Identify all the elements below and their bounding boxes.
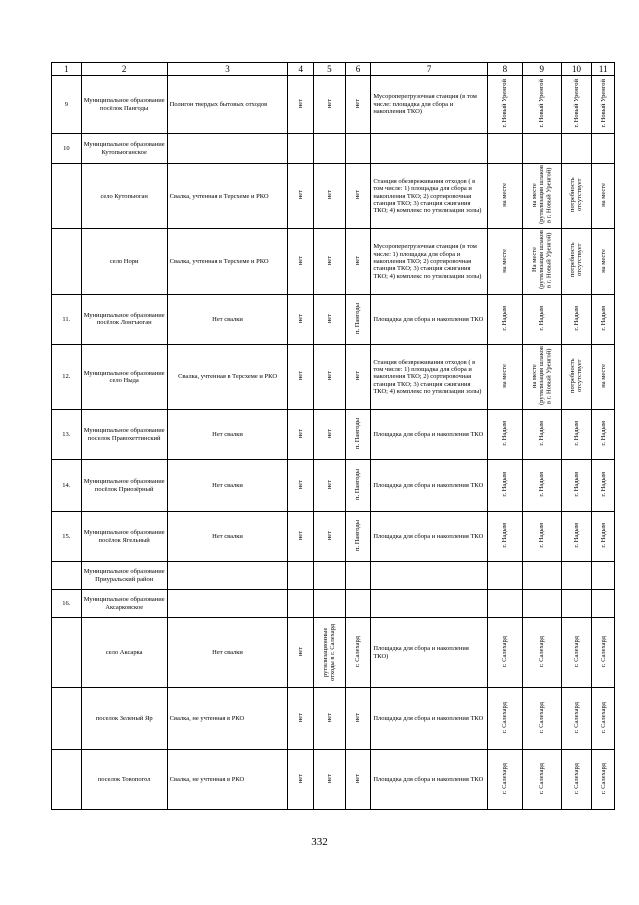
table-cell: поселок Товопогол: [81, 750, 167, 810]
table-cell: [288, 229, 314, 294]
table-cell: [371, 562, 488, 590]
rotated-cell-text: потребность отсутствует: [569, 243, 584, 278]
table-cell: Муниципальное образование посёлок Приозёрный: [81, 460, 167, 512]
rotated-cell-text: нет: [297, 98, 305, 108]
table-cell: [288, 344, 314, 409]
table-row: [52, 688, 615, 750]
table-cell: Свалка, учтенная в Терсхеме и РКО: [167, 344, 288, 409]
rotated-cell-text: г. Салехард: [501, 763, 509, 795]
rotated-cell-text: п. Пангоды: [354, 302, 362, 334]
table-cell: [345, 618, 371, 688]
table-cell: [314, 750, 346, 810]
rotated-cell-text: нет: [354, 371, 362, 381]
table-cell: [592, 294, 615, 344]
rotated-cell-text: нет: [325, 429, 333, 439]
rotated-cell-text: г. Новый Уренгой: [538, 78, 546, 128]
table-cell: [488, 562, 523, 590]
table-cell: Мусороперегрузочная станция (в том числе: площадка для сбора и накопления ТКО): [371, 76, 488, 134]
table-cell: [592, 688, 615, 750]
rotated-cell-text: г. Салехард: [599, 763, 607, 795]
table-cell: [561, 344, 592, 409]
rotated-cell-text: г. Салехард: [538, 702, 546, 734]
table-cell: [288, 134, 314, 164]
rotated-cell-text: г. Надым: [501, 472, 509, 497]
rotated-cell-text: нет: [325, 98, 333, 108]
table-cell: [522, 76, 561, 134]
table-cell: [522, 688, 561, 750]
table-cell: [592, 512, 615, 562]
rotated-cell-text: рутилизационные отходы в г. Салехард: [322, 623, 337, 681]
table-cell: [345, 460, 371, 512]
rotated-cell-text: на месте: [501, 248, 509, 273]
table-cell: Свалка, учтенная в Терсхеме и РКО: [167, 164, 288, 229]
table-cell: Свалка, учтенная в Терсхеме и РКО: [167, 229, 288, 294]
rotated-cell-text: г. Надым: [599, 523, 607, 548]
table-cell: [52, 164, 82, 229]
table-cell: [345, 562, 371, 590]
rotated-cell-text: нет: [297, 774, 305, 784]
table-cell: [561, 410, 592, 460]
rotated-cell-text: нет: [297, 313, 305, 323]
table-cell: 12.: [52, 344, 82, 409]
table-cell: [314, 229, 346, 294]
table-cell: [522, 562, 561, 590]
rotated-cell-text: г. Надым: [599, 472, 607, 497]
table-cell: [592, 410, 615, 460]
rotated-cell-text: г. Надым: [599, 305, 607, 331]
table-cell: [288, 410, 314, 460]
rotated-cell-text: г. Салехард: [538, 636, 546, 668]
table-cell: [592, 229, 615, 294]
table-row: [52, 294, 615, 344]
table-cell: [522, 294, 561, 344]
table-cell: Нет свалки: [167, 512, 288, 562]
rotated-cell-text: г. Салехард: [572, 636, 580, 668]
table-cell: Нет свалки: [167, 618, 288, 688]
table-cell: [592, 164, 615, 229]
table-cell: Нет свалки: [167, 294, 288, 344]
rotated-cell-text: потребность отсутствует: [569, 177, 584, 213]
table-cell: 15.: [52, 512, 82, 562]
table-cell: [345, 688, 371, 750]
rotated-cell-text: на месте: [599, 364, 607, 388]
table-cell: [345, 512, 371, 562]
rotated-cell-text: нет: [325, 371, 333, 381]
table-row: [52, 618, 615, 688]
rotated-cell-text: нет: [325, 190, 333, 200]
table-cell: Свалка, не учтенная в РКО: [167, 688, 288, 750]
table-cell: Станция обезвреживания отходов ( в том числе: 1) площадка для сбора и накопления ТКО; 2) сортировочная станция ТКО; 3) станция сжигания ТКО; 4) комплекс по утилизации золы): [371, 164, 488, 229]
rotated-cell-text: потребность отсутствует: [569, 358, 584, 394]
table-cell: [561, 590, 592, 618]
rotated-cell-text: нет: [354, 98, 362, 108]
table-cell: [522, 750, 561, 810]
table-cell: [522, 134, 561, 164]
rotated-cell-text: на месте (рутилизация шлаков в г. Новый Уренгой): [531, 346, 553, 406]
table-cell: Площадка для сбора и накопления ТКО: [371, 294, 488, 344]
rotated-cell-text: нет: [354, 774, 362, 784]
rotated-cell-text: г. Надым: [538, 421, 546, 446]
table-row: [52, 750, 615, 810]
rotated-cell-text: г. Салехард: [599, 636, 607, 668]
table-cell: [288, 750, 314, 810]
rotated-cell-text: г. Надым: [538, 305, 546, 331]
table-cell: [314, 590, 346, 618]
table-row: [52, 410, 615, 460]
rotated-cell-text: нет: [297, 429, 305, 439]
table-cell: [167, 590, 288, 618]
table-cell: [592, 750, 615, 810]
table-row: [52, 134, 615, 164]
table-cell: Нет свалки: [167, 460, 288, 512]
table-cell: [561, 134, 592, 164]
table-cell: [488, 344, 523, 409]
table-cell: Площадка для сбора и накопления ТКО: [371, 460, 488, 512]
header-cell: 8: [488, 63, 523, 76]
table-cell: [488, 460, 523, 512]
rotated-cell-text: на месте: [501, 183, 509, 207]
table-cell: [592, 618, 615, 688]
table-cell: Муниципальное образование поселок Правохеттинский: [81, 410, 167, 460]
table-cell: Муниципальное образование село Ныда: [81, 344, 167, 409]
table-cell: Полигон твердых бытовых отходов: [167, 76, 288, 134]
table-cell: [167, 562, 288, 590]
table-row: [52, 76, 615, 134]
table-row: [52, 512, 615, 562]
rotated-cell-text: г. Новый Уренгой: [599, 78, 607, 128]
table-cell: [522, 460, 561, 512]
rotated-cell-text: г. Надым: [501, 421, 509, 446]
rotated-cell-text: г. Салехард: [599, 702, 607, 734]
table-cell: село Кутопьюган: [81, 164, 167, 229]
rotated-cell-text: г. Надым: [501, 305, 509, 331]
table-cell: [288, 164, 314, 229]
rotated-cell-text: нет: [297, 255, 305, 266]
table-cell: [561, 294, 592, 344]
rotated-cell-text: г. Надым: [572, 421, 580, 446]
table-cell: [314, 164, 346, 229]
table-cell: Муниципальное образование Приуральский район: [81, 562, 167, 590]
table-cell: [288, 618, 314, 688]
rotated-cell-text: г. Надым: [572, 305, 580, 331]
table-cell: [488, 512, 523, 562]
header-cell: 3: [167, 63, 288, 76]
table-cell: [561, 229, 592, 294]
table-cell: поселок Зеленый Яр: [81, 688, 167, 750]
rotated-cell-text: на месте: [501, 364, 509, 388]
table-cell: 9: [52, 76, 82, 134]
table-cell: [288, 460, 314, 512]
rotated-cell-text: г. Салехард: [501, 702, 509, 734]
table-cell: [314, 344, 346, 409]
table-cell: Площадка для сбора и накопления ТКО: [371, 512, 488, 562]
header-cell: 7: [371, 63, 488, 76]
table-cell: [167, 134, 288, 164]
rotated-cell-text: нет: [297, 190, 305, 200]
rotated-cell-text: нет: [297, 647, 305, 657]
header-row: [52, 63, 615, 76]
table-cell: [522, 410, 561, 460]
table-cell: Муниципальное образование Аксарковское: [81, 590, 167, 618]
table-cell: [288, 76, 314, 134]
table-cell: село Нори: [81, 229, 167, 294]
table-cell: Муниципальное образование посёлок Лонгъюган: [81, 294, 167, 344]
table-cell: [52, 229, 82, 294]
header-cell: 9: [522, 63, 561, 76]
table-cell: [488, 134, 523, 164]
table-cell: [561, 164, 592, 229]
rotated-cell-text: г. Надым: [538, 523, 546, 548]
table-cell: [288, 512, 314, 562]
rotated-cell-text: На месте (рутилизация шлаков в г. Новый Уренгой): [531, 231, 553, 290]
table-cell: [345, 134, 371, 164]
table-cell: Свалка, не учтенная в РКО: [167, 750, 288, 810]
table-row: [52, 590, 615, 618]
table-cell: [345, 76, 371, 134]
table-cell: [345, 344, 371, 409]
table-cell: [488, 750, 523, 810]
table-cell: [371, 590, 488, 618]
table-row: [52, 344, 615, 409]
table-cell: [592, 460, 615, 512]
rotated-cell-text: г. Надым: [538, 472, 546, 497]
table-cell: Площадка для сбора и накопления ТКО: [371, 410, 488, 460]
table-cell: [314, 76, 346, 134]
table-cell: [314, 618, 346, 688]
rotated-cell-text: г. Новый Уренгой: [572, 78, 580, 128]
table-cell: [522, 590, 561, 618]
table-cell: [314, 688, 346, 750]
table-cell: [561, 688, 592, 750]
table-cell: [345, 164, 371, 229]
table-cell: [345, 750, 371, 810]
rotated-cell-text: на месте: [599, 183, 607, 207]
page-number: 332: [311, 836, 328, 848]
table-cell: [345, 229, 371, 294]
table-cell: [314, 294, 346, 344]
table-cell: [52, 750, 82, 810]
table-row: [52, 229, 615, 294]
rotated-cell-text: г. Салехард: [572, 702, 580, 734]
rotated-cell-text: на месте: [599, 248, 607, 273]
rotated-cell-text: нет: [354, 255, 362, 266]
table-cell: [522, 618, 561, 688]
table-cell: [52, 688, 82, 750]
table-cell: [345, 590, 371, 618]
table-cell: [288, 294, 314, 344]
table-cell: [288, 562, 314, 590]
table-cell: 10: [52, 134, 82, 164]
table-cell: 13.: [52, 410, 82, 460]
rotated-cell-text: нет: [354, 190, 362, 200]
table-cell: [592, 344, 615, 409]
rotated-cell-text: нет: [325, 313, 333, 323]
table-row: [52, 562, 615, 590]
table-cell: Нет свалки: [167, 410, 288, 460]
table-cell: [592, 562, 615, 590]
table-cell: [314, 410, 346, 460]
table-cell: [561, 618, 592, 688]
table-cell: [488, 590, 523, 618]
rotated-cell-text: нет: [297, 371, 305, 381]
header-cell: 1: [52, 63, 82, 76]
rotated-cell-text: г. Надым: [572, 472, 580, 497]
table-cell: 11.: [52, 294, 82, 344]
table-cell: [561, 460, 592, 512]
table-cell: Площадка для сбора и накопления ТКО): [371, 618, 488, 688]
rotated-cell-text: нет: [297, 531, 305, 541]
rotated-cell-text: нет: [325, 774, 333, 784]
table-cell: [371, 134, 488, 164]
header-cell: 6: [345, 63, 371, 76]
rotated-cell-text: г. Надым: [599, 421, 607, 446]
table-cell: [488, 294, 523, 344]
table-cell: Муниципальное образование посёлок Пангоды: [81, 76, 167, 134]
rotated-cell-text: на месте (рутилизация шлаков в г. Новый Уренгой): [531, 165, 553, 225]
table-cell: [522, 344, 561, 409]
table-cell: [314, 134, 346, 164]
table-cell: [314, 460, 346, 512]
rotated-cell-text: г. Салехард: [501, 636, 509, 668]
rotated-cell-text: п. Пангоды: [354, 418, 362, 450]
rotated-cell-text: г. Надым: [572, 523, 580, 548]
header-cell: 5: [314, 63, 346, 76]
rotated-cell-text: нет: [325, 255, 333, 266]
waste-table: [51, 62, 615, 810]
table-cell: Муниципальное образование Кутопьюганское: [81, 134, 167, 164]
table-cell: [561, 750, 592, 810]
table-cell: [488, 688, 523, 750]
table-cell: Площадка для сбора и накопления ТКО: [371, 750, 488, 810]
table-row: [52, 164, 615, 229]
table-cell: Муниципальное образование посёлок Ягельный: [81, 512, 167, 562]
table-cell: [592, 134, 615, 164]
header-cell: 11: [592, 63, 615, 76]
rotated-cell-text: нет: [354, 713, 362, 723]
rotated-cell-text: нет: [297, 480, 305, 490]
table-cell: [488, 618, 523, 688]
table-cell: [488, 164, 523, 229]
rotated-cell-text: г. Салехард: [538, 763, 546, 795]
header-cell: 10: [561, 63, 592, 76]
rotated-cell-text: нет: [325, 531, 333, 541]
rotated-cell-text: нет: [297, 713, 305, 723]
rotated-cell-text: п. Пангоды: [354, 520, 362, 552]
table-cell: [561, 76, 592, 134]
table-cell: [52, 562, 82, 590]
rotated-cell-text: г. Салехард: [572, 763, 580, 795]
table-cell: [488, 229, 523, 294]
table-cell: [488, 410, 523, 460]
table-cell: [522, 512, 561, 562]
table-cell: 16.: [52, 590, 82, 618]
table-cell: [592, 590, 615, 618]
table-cell: село Аксарка: [81, 618, 167, 688]
rotated-cell-text: г. Новый Уренгой: [501, 78, 509, 128]
table-cell: [345, 294, 371, 344]
rotated-cell-text: нет: [325, 713, 333, 723]
table-cell: [288, 590, 314, 618]
table-cell: [592, 76, 615, 134]
table-cell: [314, 512, 346, 562]
table-cell: [561, 562, 592, 590]
table-cell: [522, 229, 561, 294]
rotated-cell-text: г. Салехард: [354, 636, 362, 668]
table-cell: [345, 410, 371, 460]
table-cell: [488, 76, 523, 134]
rotated-cell-text: нет: [325, 480, 333, 490]
table-cell: [561, 512, 592, 562]
table-cell: [522, 164, 561, 229]
table-cell: [314, 562, 346, 590]
header-cell: 4: [288, 63, 314, 76]
rotated-cell-text: п. Пангоды: [354, 469, 362, 501]
table-cell: Станция обезвреживания отходов ( в том числе: 1) площадка для сбора и накопления ТКО; 2) сортировочная станция ТКО; 3) станция сжигания ТКО; 4) комплекс по утилизации золы): [371, 344, 488, 409]
table-cell: [52, 618, 82, 688]
table-cell: [288, 688, 314, 750]
header-cell: 2: [81, 63, 167, 76]
table-cell: Площадка для сбора и накопления ТКО: [371, 688, 488, 750]
table-row: [52, 460, 615, 512]
rotated-cell-text: г. Надым: [501, 523, 509, 548]
table-cell: 14.: [52, 460, 82, 512]
table-cell: Мусороперегрузочная станция (в том числе: 1) площадка для сбора и накопления ТКО; 2) сортировочная станция ТКО; 3) станция сжигания ТКО; 4) комплекс по утилизации золы): [371, 229, 488, 294]
